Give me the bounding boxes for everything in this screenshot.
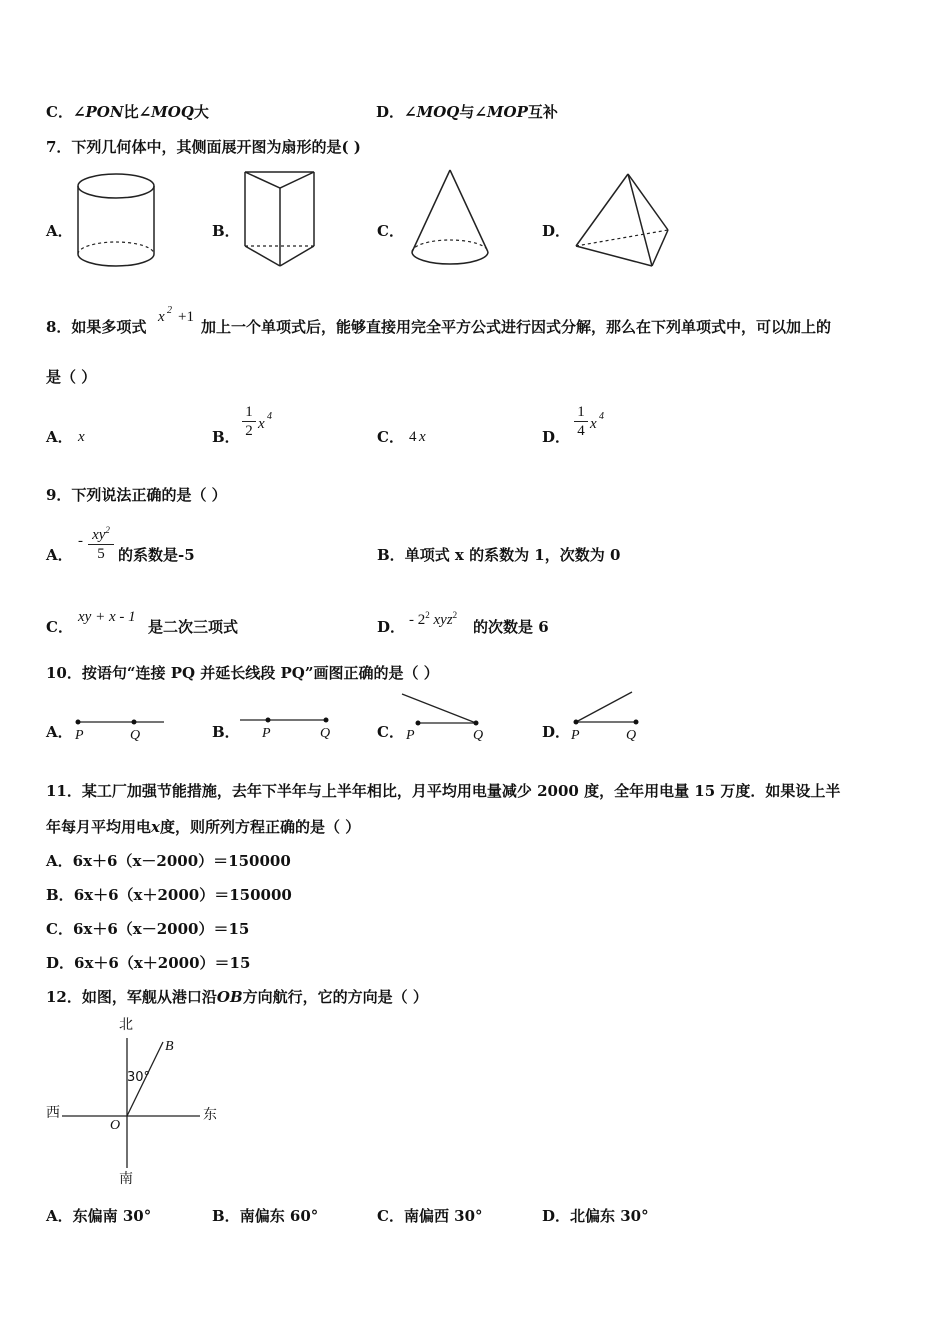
- q7-option-b-label: B．: [212, 222, 240, 240]
- q7-option-a-label: A．: [46, 222, 73, 240]
- q8-option-d-label: D．: [542, 428, 571, 446]
- cylinder-figure: [76, 172, 158, 270]
- q12-option-b: B．南偏东 60°: [212, 1207, 319, 1225]
- q9-option-b: B．单项式 x 的系数为 1，次数为 0: [377, 546, 621, 564]
- q12-option-a: A．东偏南 30°: [46, 1207, 152, 1225]
- q8-option-c-coef: 4: [409, 429, 417, 445]
- fraction-numerator: 1: [242, 403, 256, 422]
- q9-option-c-label: C．: [46, 618, 73, 636]
- compass-north-label: 北: [119, 1017, 133, 1033]
- q11-option-b: B．6x＋6（x＋2000）＝150000: [46, 886, 292, 904]
- fraction-numerator: $xy^2$: [88, 521, 114, 545]
- q7-option-c-label: C．: [377, 222, 404, 240]
- q6-option-d: D．∠MOQ与∠MOP互补: [376, 103, 558, 121]
- compass-diagram: [60, 1030, 205, 1172]
- q11-option-d: D．6x＋6（x＋2000）＝15: [46, 954, 251, 972]
- q8-option-c-label: C．: [377, 428, 404, 446]
- fraction-denominator: 2: [245, 423, 253, 439]
- q8-poly-tail: +1: [178, 309, 194, 325]
- q8-option-b-fraction: [242, 403, 256, 440]
- q9-option-a-text: 的系数是-5: [118, 546, 195, 564]
- compass-west-label: 西: [46, 1105, 60, 1121]
- q9-stem: 9．下列说法正确的是（ ）: [46, 486, 227, 504]
- q10-a-point-p: P: [75, 728, 84, 743]
- q11-option-c: C．6x＋6（x－2000）＝15: [46, 920, 250, 938]
- q7-stem: 7．下列几何体中，其侧面展开图为扇形的是( ): [46, 138, 361, 156]
- q8-option-b-exp: 4: [267, 411, 272, 422]
- q10-figure-a: [74, 714, 169, 744]
- compass-east-label: 东: [203, 1107, 217, 1123]
- fraction-denominator: 4: [577, 423, 585, 439]
- triangular-prism-figure: [242, 170, 318, 270]
- q8-option-a-expr: x: [78, 429, 85, 445]
- q9-option-d-expr: - $2^2$ xyz$^2$: [409, 610, 458, 628]
- tetrahedron-figure: [572, 172, 672, 270]
- q11-stem-line2: 年每月平均用电x度，则所列方程正确的是（ ）: [46, 818, 361, 836]
- q8-stem-rest: 加上一个单项式后，能够直接用完全平方公式进行因式分解，那么在下列单项式中，可以加上的: [201, 318, 832, 336]
- q6-option-c: C．∠PON比∠MOQ大: [46, 103, 209, 121]
- q10-figure-b: [236, 712, 331, 742]
- q7-option-d-label: D．: [542, 222, 571, 240]
- q12-option-d: D．北偏东 30°: [542, 1207, 649, 1225]
- q9-option-a-minus: -: [78, 533, 83, 549]
- cone-figure: [408, 168, 494, 270]
- q8-option-d-exp: 4: [599, 411, 604, 422]
- q8-poly-base: x: [158, 309, 165, 325]
- q10-option-c-label: C．: [377, 723, 404, 741]
- q9-option-d-text: 的次数是 6: [473, 618, 549, 636]
- q8-stem-start: 8．如果多项式: [46, 318, 147, 336]
- q10-a-point-q: Q: [130, 728, 141, 743]
- q11-stem-line1: 11．某工厂加强节能措施，去年下半年与上半年相比，月平均用电量减少 2000 度，全年用电量 15 万度．如果设上半: [46, 782, 841, 800]
- q9-option-a-label: A．: [46, 546, 73, 564]
- compass-origin-label: O: [110, 1118, 121, 1133]
- q11-option-a: A．6x＋6（x－2000）＝150000: [46, 852, 291, 870]
- q10-option-a-label: A．: [46, 723, 73, 741]
- q10-c-point-p: P: [406, 728, 415, 743]
- compass-south-label: 南: [119, 1171, 133, 1187]
- q8-option-b-label: B．: [212, 428, 240, 446]
- q10-d-point-p: P: [571, 728, 580, 743]
- q9-option-a-fraction: [88, 521, 114, 563]
- q8-poly-exponent: 2: [167, 305, 172, 316]
- q9-option-c-text: 是二次三项式: [148, 618, 239, 636]
- q8-option-a-label: A．: [46, 428, 73, 446]
- q10-c-point-q: Q: [473, 728, 484, 743]
- fraction-numerator: 1: [574, 403, 588, 422]
- q10-option-b-label: B．: [212, 723, 240, 741]
- q8-option-d-fraction: [574, 403, 588, 440]
- q9-option-c-expr: xy + x - 1: [78, 609, 136, 625]
- q8-option-b-var: x: [258, 416, 265, 432]
- q10-b-point-p: P: [262, 726, 271, 741]
- compass-angle-label: 30°: [127, 1070, 151, 1085]
- fraction-denominator: 5: [97, 546, 105, 562]
- q10-d-point-q: Q: [626, 728, 637, 743]
- q10-option-d-label: D．: [542, 723, 571, 741]
- compass-point-b-label: B: [165, 1039, 174, 1054]
- q12-stem: 12．如图，军舰从港口沿OB方向航行，它的方向是（ ）: [46, 988, 428, 1006]
- q10-stem: 10．按语句“连接 PQ 并延长线段 PQ”画图正确的是（ ）: [46, 664, 439, 682]
- q12-option-c: C．南偏西 30°: [377, 1207, 483, 1225]
- q9-option-d-label: D．: [377, 618, 406, 636]
- q10-b-point-q: Q: [320, 726, 331, 741]
- q8-option-c-var: x: [419, 429, 426, 445]
- q8-option-d-var: x: [590, 416, 597, 432]
- q8-stem-line2: 是（ ）: [46, 368, 97, 386]
